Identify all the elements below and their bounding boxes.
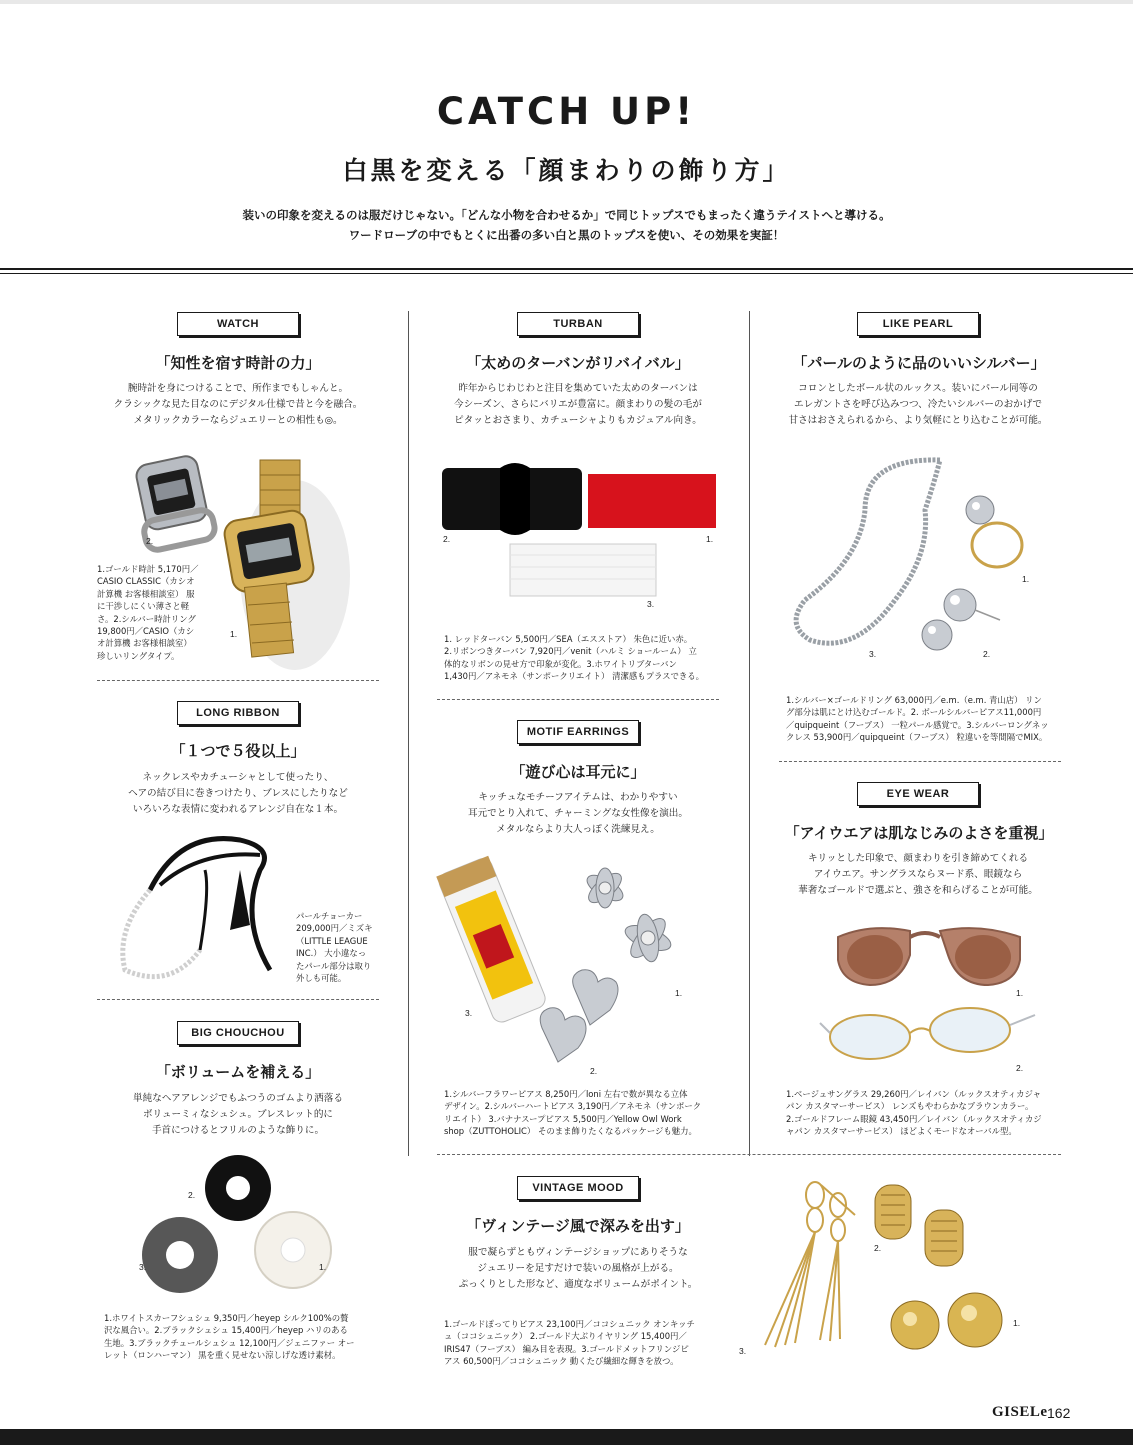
header-rule: [0, 268, 1133, 270]
item-number: 2.: [874, 1243, 882, 1253]
lead-line-1: 装いの印象を変えるのは服だけじゃない。「どんな小物を合わせるか」で同じトップスでもまったく違うテイストへと導ける。: [242, 208, 891, 222]
section-caption: 1.シルバーフラワーピアス 8,250円／loni 左右で数が異なる立体 デザイン。2.シルバーハートピアス 3,190円／アネモネ（サンポーク リエイト） 3.バナナスープピアス 5,500円／Yellow Owl Work shop（ZUTTOHOLIC） そのまま飾りたくなるパッケージも魅力。: [444, 1089, 702, 1137]
silver-jewelry-illustration: [785, 450, 1045, 665]
section-body: 単純なヘアアレンジでもふつうのゴムより洒落る ボリューミィなシュシュ。ブレスレット的に 手首につけるとフリルのような飾りに。: [133, 1093, 343, 1136]
item-number: 2.: [188, 1190, 196, 1200]
separator: [779, 761, 1061, 762]
separator: [437, 699, 719, 700]
section-caption: 1.ベージュサングラス 29,260円／レイバン（ルックスオティカジャ パン カスタマーサービス） レンズもやわらかなブラウンカラー。 2.ゴールドフレーム眼鏡 43,450円／レイバン（ルックスオティカジ ャパン カスタマーサービス） ほどよくモードなオーバル型。: [786, 1089, 1042, 1137]
item-number: 3.: [739, 1346, 747, 1356]
item-number: 2.: [443, 534, 451, 544]
section-body: 腕時計を身につけることで、所作までもしゃんと。 クラシックな見た目なのにデジタル仕様で昔と今を融合。 メタリックカラーならジュエリーとの相性も◎。: [113, 383, 363, 426]
section-label: TURBAN: [517, 312, 639, 336]
separator: [437, 1154, 1061, 1155]
column-divider-right: [749, 311, 750, 1156]
section-label: LONG RIBBON: [177, 701, 299, 725]
lead-line-2: ワードローブの中でもとくに出番の多い白と黒のトップスを使い、その効果を実証！: [348, 228, 785, 242]
gold-eyeglasses: [820, 1008, 1035, 1059]
section-body: 服で凝らずともヴィンテージショップにありそうな ジュエリーを足すだけで装いの風格が上がる。 ぷっくりとした形など、適度なボリュームがポイント。: [458, 1247, 698, 1290]
section-heading: 「パールのように品のいいシルバー」: [792, 354, 1046, 372]
item-number: 2.: [590, 1066, 598, 1076]
page-title: CATCH UP!: [436, 90, 697, 133]
item-number: 1.: [706, 534, 714, 544]
ball-earrings: [922, 589, 1000, 650]
section-heading: 「１つで５役以上」: [170, 742, 306, 760]
silver-watch-ring: [130, 453, 216, 552]
item-number: 1.: [675, 988, 683, 998]
item-number: 3.: [647, 599, 655, 609]
item-number: 1.: [1016, 988, 1024, 998]
item-number: 1.: [1013, 1318, 1021, 1328]
section-caption: 1.ホワイトスカーフシュシュ 9,350円／heyep シルク100%の贅 沢な風合い。2.ブラックシュシュ 15,400円／heyep ハリのある 生地。3.ブラックチュールシュシュ 12,100円／ジェニファー オー レット（ロンハーマン） 黒を重く見せない涼しげな透け素材。: [104, 1313, 355, 1361]
section-caption: 1.ゴールドぽってりピアス 23,100円／ココシュニック オンキッチ ュ（ココシュニック） 2.ゴールド大ぶりイヤリング 15,400円／ IRIS47（フーブス） 編み目を表現。3.ゴールドメットフリンジピ アス 60,500円／ココシュニック 動くたび繊細な輝きを放つ。: [444, 1319, 695, 1367]
header-rule-thin: [0, 273, 1133, 274]
section-label: MOTIF EARRINGS: [517, 720, 639, 744]
section-caption: パールチョーカー 209,000円／ミズキ （LITTLE LEAGUE INC.） 大小違なっ たパール部分は取り 外しも可能。: [296, 911, 373, 984]
column-divider-left: [408, 311, 409, 1156]
beige-sunglasses: [838, 928, 1020, 985]
section-heading: 「知性を宿す時計の力」: [155, 354, 321, 372]
earrings-illustration: [450, 850, 710, 1080]
section-caption: 1.ゴールド時計 5,170円／ CASIO CLASSIC（カシオ 計算機 お客様相談室） 服 に干渉しにくい薄さと軽 さ。2.シルバー時計リング 19,800円／CASIO（カシ オ計算機 お客様相談室） 珍しいリングタイプ。: [97, 564, 199, 661]
turban-illustration: [440, 462, 720, 612]
section-body: キリッとした印象で、顔まわりを引き締めてくれる アイウエア。サングラスならヌード系、眼鏡なら 華奢なゴールドで選ぶと、強さを和らげることが可能。: [798, 853, 1038, 896]
ball-ring: [966, 496, 1022, 567]
item-number: 1.: [230, 629, 238, 639]
page-number: 162: [1047, 1405, 1071, 1421]
fringe-earrings: [765, 1182, 855, 1347]
section-body: コロンとしたボール状のルックス。装いにパール同等の エレガントさを呼び込みつつ、冷たいシルバーのおかげで 甘さはおさえられるから、より気軽にとり込むことが可能。: [788, 383, 1048, 426]
section-heading: 「アイウエアは肌なじみのよさを重視」: [784, 824, 1054, 842]
eyewear-illustration: [820, 915, 1040, 1075]
item-number: 2.: [1016, 1063, 1024, 1073]
section-label: VINTAGE MOOD: [517, 1176, 639, 1200]
item-number: 2.: [983, 649, 991, 659]
section-heading: 「遊び心は耳元に」: [510, 763, 646, 781]
separator: [97, 680, 379, 681]
section-heading: 「太めのターバンがリバイバル」: [466, 354, 690, 372]
section-label: BIG CHOUCHOU: [177, 1021, 299, 1045]
item-number: 1.: [319, 1262, 327, 1272]
scrunchie-illustration: [130, 1150, 350, 1300]
silver-flowers: [583, 868, 674, 963]
section-label: LIKE PEARL: [857, 312, 979, 336]
item-number: 1.: [1022, 574, 1030, 584]
section-body: 昨年からじわじわと注目を集めていた太めのターバンは 今シーズン、さらにバリエが豊富に。顔まわりの髪の毛が ピタッとおさまり、カチューシャよりもカジュアル向き。: [454, 383, 702, 426]
section-body: ネックレスやカチューシャとして使ったり、 ヘアの結び目に巻きつけたり、ブレスにしたりなど いろいろな表情に変われるアレンジ自在な１本。: [128, 772, 348, 815]
top-band: [0, 0, 1133, 4]
section-label: EYE WEAR: [857, 782, 979, 806]
item-number: 3.: [139, 1262, 147, 1272]
item-number: 3.: [869, 649, 877, 659]
banana-soup-package: [436, 856, 548, 1025]
item-number: 2.: [146, 536, 154, 546]
section-caption: 1. レッドターバン 5,500円／SEA（エスストア） 朱色に近い赤。 2.リボンつきターバン 7,920円／venit（ハルミ ショールーム） 立 体的なリボンの見せ方で印象が変化。3.ホワイトリブターバン 1,430円／アネモネ（サンポークリエイト） 清潔感もプラスできる。: [444, 634, 704, 682]
section-heading: 「ヴィンテージ風で深みを出す」: [466, 1217, 690, 1235]
gold-earrings-illustration: [735, 1175, 1035, 1365]
section-heading: 「ボリュームを補える」: [155, 1063, 321, 1081]
section-caption: 1.シルバー×ゴールドリング 63,000円／e.m.（e.m. 青山店） リン グ部分は肌にとけ込むゴールド。2. ボールシルバーピアス11,000円 ／quipqueint（フーブス） 一粒パール感覚で。3.シルバーロングネッ クレス 53,900円／quipqueint（フーブス） 粒違いを等間隔でMIX。: [786, 695, 1049, 743]
pearl-choker-illustration: [110, 830, 290, 1000]
section-label: WATCH: [177, 312, 299, 336]
section-body: キッチュなモチーフアイテムは、わかりやすい 耳元でとり入れて、チャーミングな女性像を演出。 メタルならより大人っぽく洗練見え。: [468, 792, 688, 835]
page-subtitle: 白黒を変える「顔まわりの飾り方」: [342, 156, 791, 185]
item-number: 3.: [465, 1008, 473, 1018]
chunky-earrings: [891, 1293, 1002, 1349]
magazine-logo: GISELe: [992, 1404, 1048, 1420]
ribbed-earrings: [875, 1185, 963, 1266]
bottom-band: [0, 1429, 1133, 1445]
